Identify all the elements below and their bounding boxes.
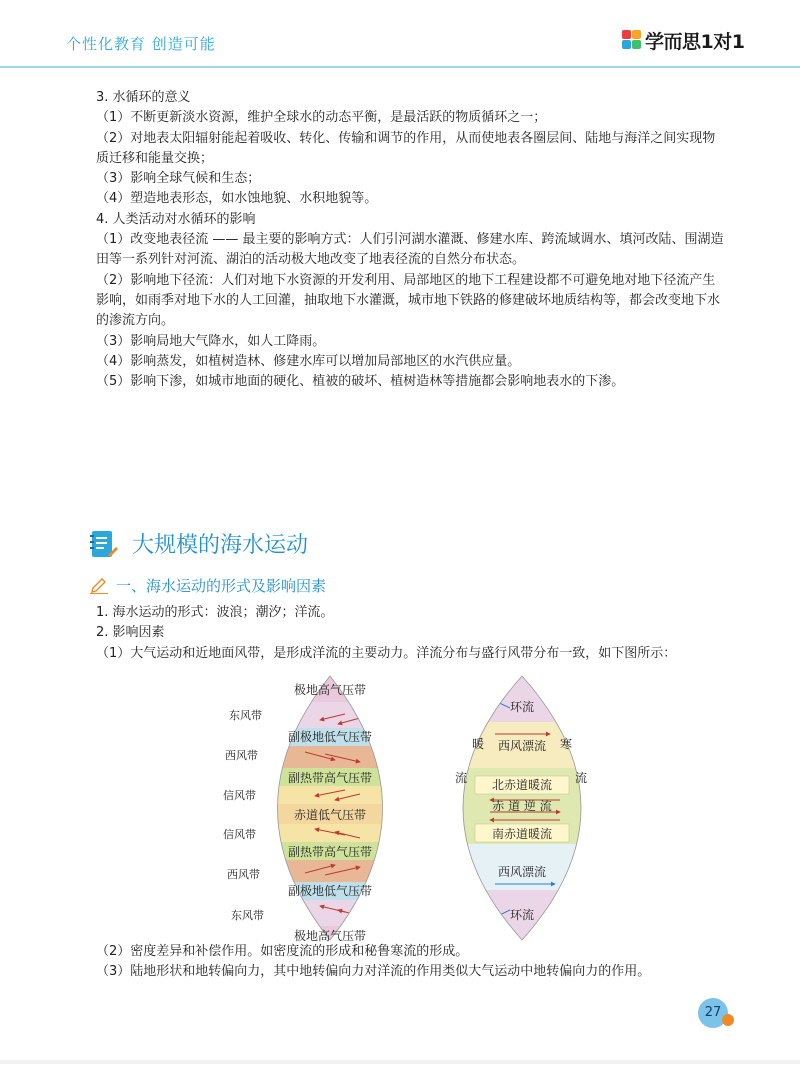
current-label: 环流 <box>509 700 535 714</box>
paragraph: 1. 海水运动的形式：波浪；潮汐；洋流。 <box>96 605 334 620</box>
band-label: 副热带高气压带 <box>287 845 373 859</box>
paragraph: （2）影响地下径流：人们对地下水资源的开发利用、局部地区的地下工程建设都不可避免地对地下径流产生影响，如雨季对地下水的人工回灌，抽取地下水灌溉，城市地下铁路的修建破坏地质结构等，都会改变地下水的渗流方向。 <box>96 272 721 329</box>
current-label: 西风漂流 <box>497 865 547 879</box>
wind-label: 信风带 <box>223 789 256 802</box>
page-number: 27 <box>698 998 728 1028</box>
page-header <box>0 0 800 70</box>
section-heading <box>90 528 308 559</box>
paragraph: （3）影响局地大气降水，如人工降雨。 <box>96 333 326 349</box>
current-label: 流 <box>574 771 588 785</box>
logo-text: 学而思1对1 <box>645 30 745 53</box>
notebook-icon <box>90 529 118 559</box>
band-label: 赤道低气压带 <box>293 808 367 822</box>
subsection-heading <box>90 575 326 596</box>
paragraph: （5）影响下渗，如城市地面的硬化、植被的破坏、植树造林等措施都会影响地表水的下渗。 <box>96 374 625 390</box>
wind-label: 西风带 <box>225 749 258 762</box>
paragraph: 2. 影响因素 <box>96 625 165 641</box>
paragraph: 4. 人类活动对水循环的影响 <box>96 211 256 227</box>
current-label: 北赤道暖流 <box>491 778 553 792</box>
current-label: 环流 <box>509 908 535 922</box>
band-label: 极地高气压带 <box>293 683 367 697</box>
section-title: 大规模的海水运动 <box>132 533 309 558</box>
brand-logo <box>622 27 744 53</box>
pencil-icon <box>90 578 108 594</box>
paragraph: （1）大气运动和近地面风带，是形成洋流的主要动力。洋流分布与盛行风带分布一致，如下图所示： <box>96 645 677 661</box>
wind-label: 信风带 <box>223 828 256 841</box>
header-divider <box>0 66 800 68</box>
band-label: 副极地低气压带 <box>287 884 373 898</box>
ocean-factors-text <box>96 942 736 983</box>
paragraph: （4）塑造地表形态，如水蚀地貌、水积地貌等。 <box>96 191 378 207</box>
page-number-dot-icon <box>722 1014 734 1026</box>
wind-label: 西风带 <box>227 868 260 881</box>
band-label: 极地高气压带 <box>293 929 367 943</box>
band-label: 副热带高气压带 <box>287 771 373 785</box>
current-label: 南赤道暖流 <box>491 827 553 841</box>
wind-label: 东风带 <box>231 909 264 922</box>
paragraph: （4）影响蒸发，如植树造林、修建水库可以增加局部地区的水汽供应量。 <box>96 353 521 369</box>
current-label: 寒 <box>559 737 573 751</box>
band-label: 副极地低气压带 <box>287 730 373 744</box>
ocean-motion-text <box>96 603 736 664</box>
header-slogan: 个性化教育 创造可能 <box>66 35 216 53</box>
paragraph: （3）影响全球气候和生态； <box>96 171 261 187</box>
footer-divider <box>0 1060 800 1064</box>
paragraph: （2）密度差异和补偿作用。如密度流的形成和秘鲁寒流的形成。 <box>96 944 469 959</box>
current-label: 流 <box>454 771 468 785</box>
paragraph: （1）不断更新淡水资源，维护全球水的动态平衡，是最活跃的物质循环之一； <box>96 110 547 126</box>
logo-mark-icon <box>622 30 642 50</box>
subsection-title: 一、海水运动的形式及影响因素 <box>116 577 327 595</box>
paragraph: （2）对地表太阳辐射能起着吸收、转化、传输和调节的作用，从而使地表各圈层间、陆地与海洋之间实现物质迁移和能量交换； <box>96 130 716 166</box>
paragraph: 3. 水循环的意义 <box>96 90 191 105</box>
current-label: 西风漂流 <box>497 739 547 753</box>
paragraph: （3）陆地形状和地转偏向力，其中地转偏向力对洋流的作用类似大气运动中地转偏向力的作用。 <box>96 964 651 980</box>
current-label: 暖 <box>471 737 485 751</box>
wind-current-figure <box>210 672 610 944</box>
wind-label: 东风带 <box>229 709 262 722</box>
current-label: 赤 道 逆 流 <box>492 799 552 813</box>
paragraph: （1）改变地表径流 —— 最主要的影响方式：人们引河湖水灌溉、修建水库、跨流域调水、填河改陆、围湖造田等一系列针对河流、湖泊的活动极大地改变了地表径流的自然分布状态。 <box>96 232 724 268</box>
water-cycle-text <box>96 88 726 392</box>
